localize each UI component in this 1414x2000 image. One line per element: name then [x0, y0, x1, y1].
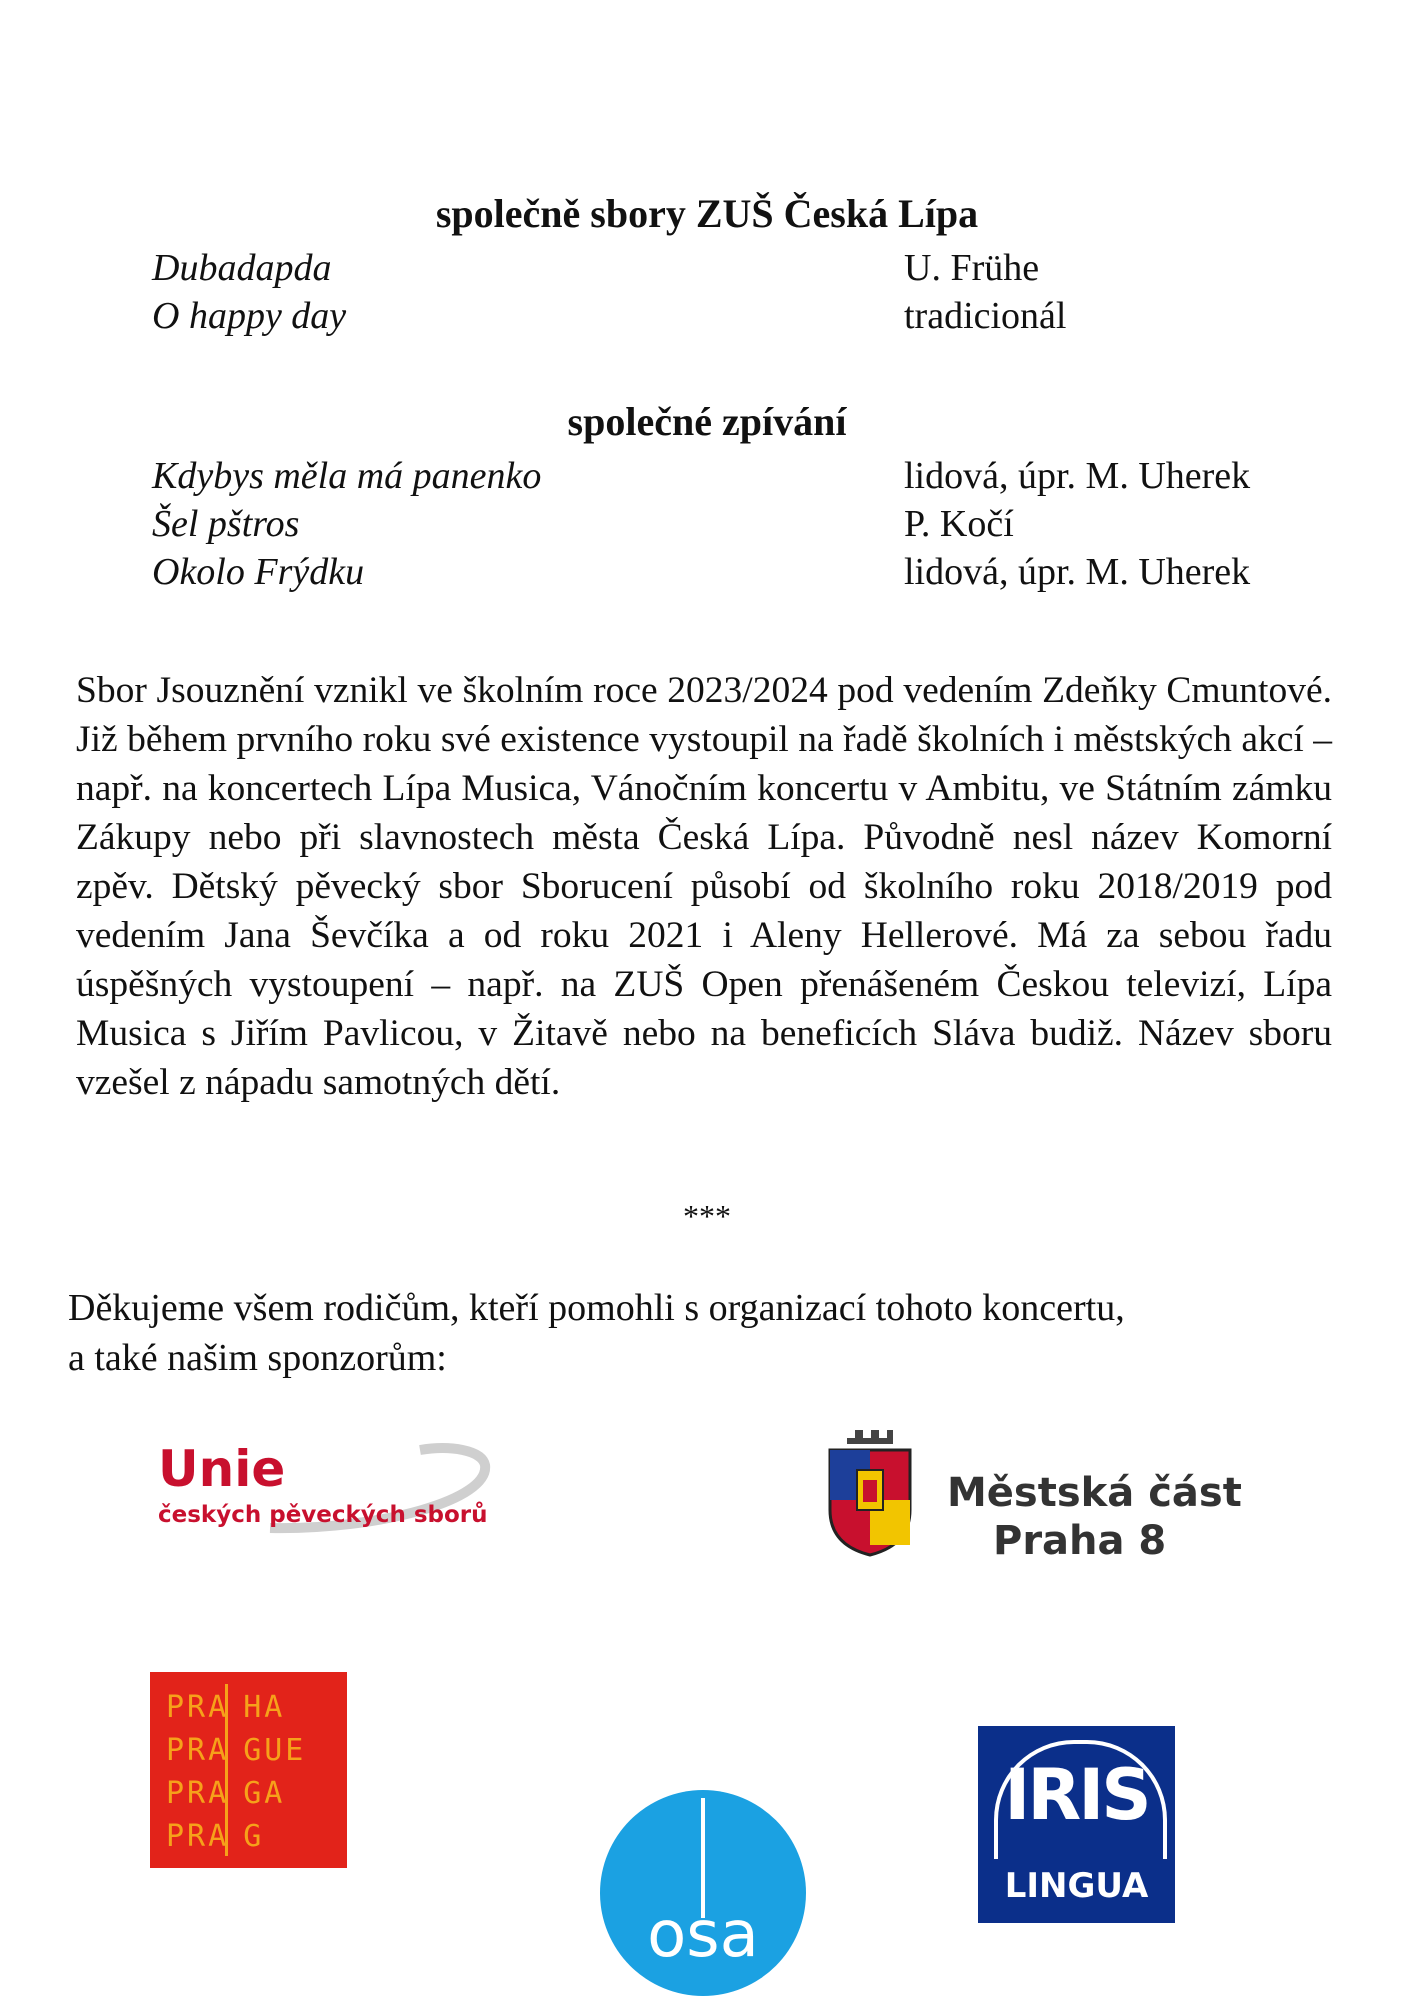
praha-row: PRA GUE: [166, 1733, 307, 1768]
song-title: O happy day: [152, 295, 347, 337]
section-heading-zus: společně sbory ZUŠ Česká Lípa: [435, 191, 979, 236]
unie-subtitle: českých pěveckých sborů: [158, 1502, 488, 1528]
song-composer: U. Frühe: [904, 247, 1040, 289]
praha8-line1: Městská část: [947, 1470, 1242, 1516]
praha8-line2: Praha 8: [993, 1518, 1167, 1564]
song-composer: tradicionál: [904, 295, 1067, 337]
unie-title: Unie: [158, 1440, 286, 1498]
choir-description: Sbor Jsouznění vznikl ve školním roce 2023/2024 pod vedením Zdeňky Cmuntové. Již během prvního roku své existence vystoupil na řadě školních i městských akcí – např. na koncertech Lípa Musica, Vánočním koncertu v Ambitu, ve Státním zámku Zákupy nebo při slavnostech města Česká Lípa. Původně nesl název Komorní zpěv. Dětský pěvecký sbor Sborucení působí od školního roku 2018/2019 pod vedením Jana Ševčíka a od roku 2021 i Aleny Hellerové. Má za sebou řadu úspěšných vystoupení – např. na ZUŠ Open přenášeném Českou televizí, Lípa Musica s Jiřím Pavlicou, v Žitavě nebo na beneficích Sláva budiž. Název sboru vzešel z nápadu samotných dětí.: [76, 670, 1332, 1103]
osa-logo: [600, 1790, 806, 1996]
praha8-coat-of-arms-icon: [825, 1430, 915, 1560]
praha8-logo: [795, 1390, 1265, 1590]
praha-city-logo: [150, 1672, 347, 1868]
unie-logo: [150, 1440, 500, 1560]
praha-row: PRA HA: [166, 1690, 286, 1725]
song-composer: P. Kočí: [904, 503, 1014, 545]
praha-rows: [166, 1686, 306, 1858]
thanks-line: Děkujeme všem rodičům, kteří pomohli s organizací tohoto koncertu,: [68, 1287, 1125, 1329]
section-heading-singing: společné zpívání: [567, 399, 847, 444]
iris-subtitle: LINGUA: [1004, 1866, 1149, 1906]
thanks-text: [68, 1283, 1125, 1383]
iris-lingua-logo: [978, 1726, 1175, 1923]
praha-row: PRA G: [166, 1819, 265, 1854]
song-title: Okolo Frýdku: [152, 551, 365, 593]
separator: ***: [683, 1198, 731, 1234]
song-title: Dubadapda: [152, 247, 332, 289]
iris-title: IRIS: [1004, 1754, 1149, 1836]
osa-text: osa: [647, 1898, 759, 1972]
song-composer: lidová, úpr. M. Uherek: [904, 551, 1251, 593]
song-composer: lidová, úpr. M. Uherek: [904, 455, 1251, 497]
song-title: Kdybys měla má panenko: [152, 455, 542, 497]
song-title: Šel pštros: [152, 503, 300, 545]
thanks-line: a také našim sponzorům:: [68, 1337, 447, 1379]
praha-row: PRA GA: [166, 1776, 286, 1811]
